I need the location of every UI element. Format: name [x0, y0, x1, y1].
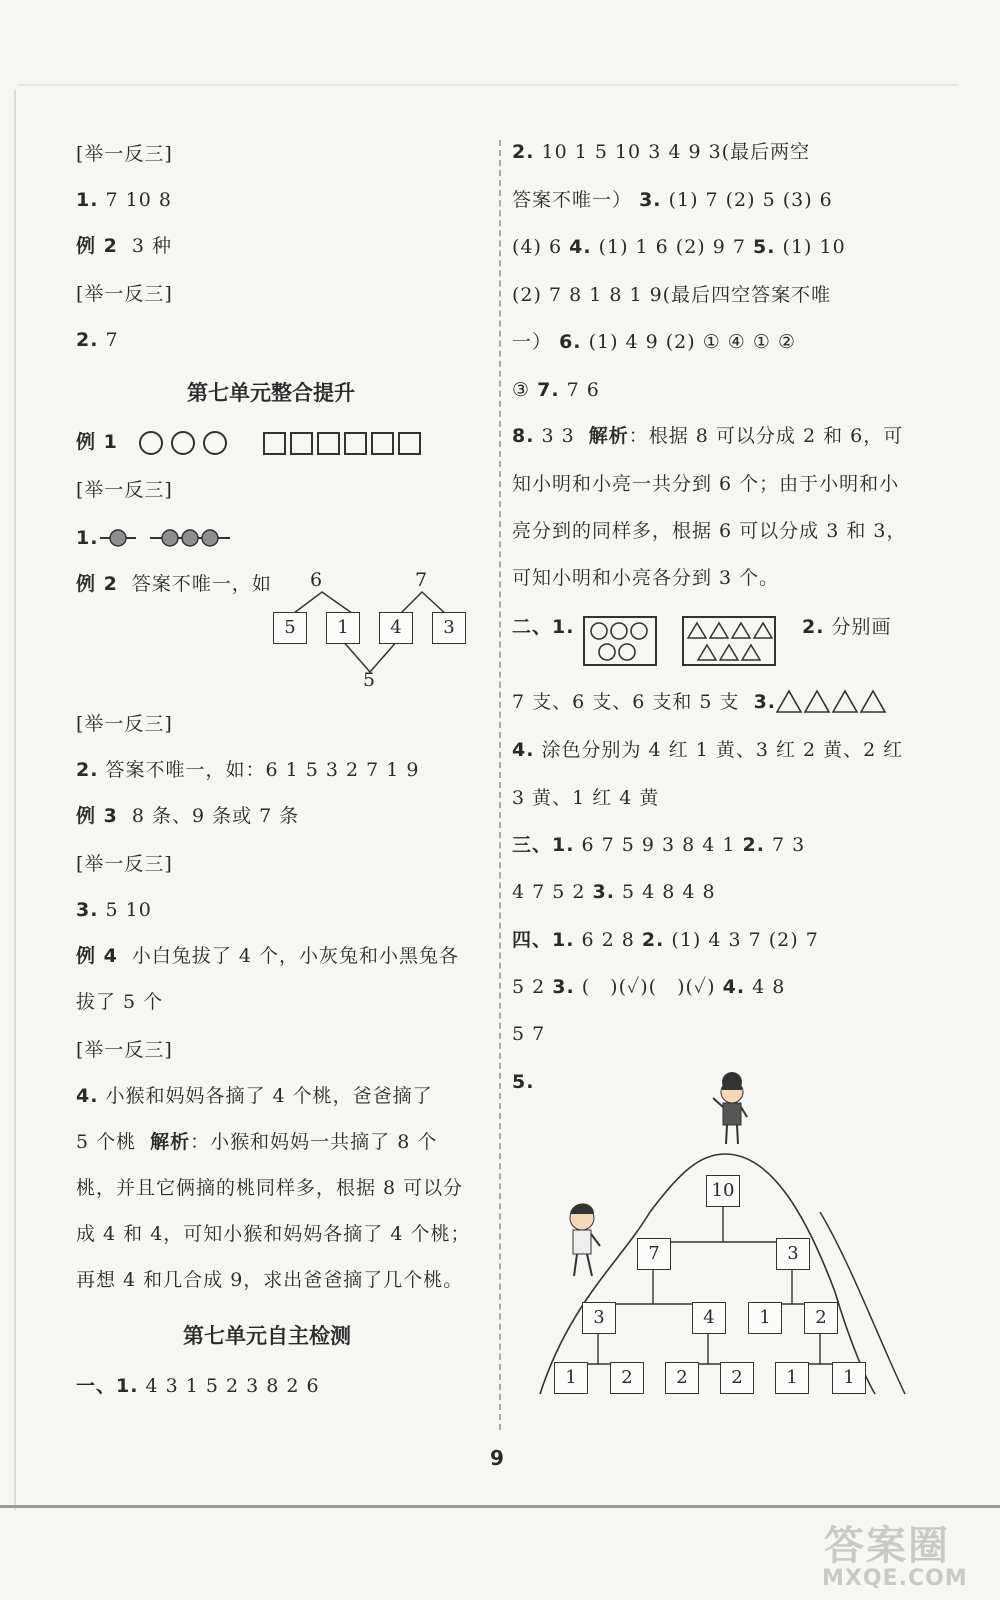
- answer-text: 5 7: [512, 1023, 546, 1045]
- answer-line: [512, 833, 805, 857]
- item-number: 1.: [76, 527, 99, 549]
- item-number: 3.: [592, 881, 615, 903]
- answer-text: 答案不唯一）: [512, 189, 633, 211]
- answer-text: 5 10: [105, 899, 152, 921]
- page-edge-left: [14, 90, 16, 1510]
- answer-text: (1) 10: [782, 236, 846, 258]
- item-number: 1.: [76, 189, 99, 211]
- answer-line: [76, 944, 459, 968]
- column-divider: [499, 140, 501, 1430]
- tree-box: 2: [665, 1362, 699, 1394]
- watermark-url: MXQE.COM: [822, 1566, 968, 1591]
- item-number: 2.: [76, 759, 99, 781]
- answer-text: (4) 6: [512, 236, 563, 258]
- page-edge-top: [18, 84, 958, 86]
- answer-text: 3 黄、1 红 4 黄: [512, 787, 660, 809]
- triangles-answer-drawing: [775, 688, 887, 716]
- triangles-drawing: [684, 618, 774, 664]
- answer-text: 小白兔拔了 4 个，小灰兔和小黑兔各: [131, 945, 460, 967]
- answer-text: 5 4 8 4 8: [622, 881, 716, 903]
- example-number: 例 1: [76, 431, 118, 453]
- section-label: [举一反三]: [76, 283, 173, 305]
- item-number: 2.: [742, 834, 765, 856]
- bead-string-drawing: [100, 524, 240, 552]
- item-number: 4.: [569, 236, 592, 258]
- answer-line: [512, 378, 600, 402]
- answer-text: 6 2 8: [581, 929, 635, 951]
- diagram-box: 5: [273, 612, 307, 644]
- site-watermark: [816, 1510, 996, 1598]
- answer-line: [512, 690, 776, 714]
- watermark-logo-text: 答案圈: [824, 1523, 950, 1569]
- answer-text: 5 个桃: [76, 1131, 137, 1153]
- answer-line: [76, 572, 272, 596]
- answer-text: 8 条、9 条或 7 条: [131, 805, 300, 827]
- boy-figure: [570, 1204, 600, 1277]
- example-number: 例 2: [76, 235, 118, 257]
- item-number: 8.: [512, 425, 535, 447]
- diagram-box: 1: [326, 612, 360, 644]
- diagram-box: 3: [432, 612, 466, 644]
- answer-text: 答案不唯一，如：6 1 5 3 2 7 1 9: [105, 759, 420, 781]
- analysis-text: 亮分到的同样多，根据 6 可以分成 3 和 3，: [512, 520, 907, 542]
- answer-text: (1) 7 (2) 5 (3) 6: [668, 189, 833, 211]
- item-number: 2.: [641, 929, 665, 951]
- analysis-text: 可知小明和小亮各分到 3 个。: [512, 567, 780, 589]
- answer-text: (1) 4 3 7 (2) 7: [671, 929, 819, 951]
- diagram-top-number: 7: [415, 569, 429, 591]
- item-number: 7.: [537, 379, 560, 401]
- answer-text: (1) 4 9 (2) ① ④ ① ②: [588, 331, 796, 353]
- square-shape: [371, 432, 394, 455]
- unit-heading: 第七单元整合提升: [187, 381, 355, 405]
- section-label: [举一反三]: [76, 713, 173, 735]
- answer-text: 拔了 5 个: [76, 991, 164, 1013]
- item-number: 一、1.: [76, 1375, 139, 1397]
- square-shape: [263, 432, 286, 455]
- analysis-text: ：根据 8 可以分成 2 和 6，可: [628, 425, 904, 447]
- square-shape: [290, 432, 313, 455]
- answer-line: [512, 235, 846, 259]
- answer-text: (2) 7 8 1 8 1 9(最后四空答案不唯: [512, 284, 832, 306]
- answer-line: [76, 758, 419, 782]
- unit-heading: 第七单元自主检测: [183, 1324, 351, 1348]
- square-shape: [398, 432, 421, 455]
- item-number: 2.: [512, 141, 535, 163]
- answer-text: 涂色分别为 4 红 1 黄、3 红 2 黄、2 红: [541, 739, 904, 761]
- page-edge-bottom: [0, 1505, 1000, 1508]
- tree-root-box: 10: [706, 1175, 740, 1207]
- answer-text: 分别画: [831, 616, 892, 638]
- tree-box: 7: [637, 1238, 671, 1270]
- page-number: 9: [490, 1446, 504, 1470]
- item-number: 3.: [753, 691, 777, 713]
- answer-line: [512, 188, 833, 212]
- example-number: 例 4: [76, 945, 118, 967]
- item-number: 二、1.: [512, 616, 575, 638]
- answer-line: [76, 804, 299, 828]
- tree-box: 1: [748, 1302, 782, 1334]
- tree-box: 2: [610, 1362, 644, 1394]
- section-label: [举一反三]: [76, 479, 173, 501]
- analysis-text: ：小猴和妈妈一共摘了 8 个: [190, 1131, 438, 1153]
- answer-text: 3 种: [131, 235, 172, 257]
- item-number: 3.: [552, 976, 575, 998]
- example-number: 例 2: [76, 573, 118, 595]
- item-number: 4.: [512, 739, 535, 761]
- answer-line: [76, 1130, 437, 1154]
- answer-text: 5 2: [512, 976, 546, 998]
- tree-box: 2: [804, 1302, 838, 1334]
- answer-line: [512, 880, 716, 904]
- item-number: 4.: [76, 1085, 99, 1107]
- answer-text: 7 6: [566, 379, 600, 401]
- section-label: [举一反三]: [76, 1039, 173, 1061]
- diagram-top-number: 6: [310, 569, 324, 591]
- analysis-label: 解析: [588, 425, 629, 447]
- item-number: 四、1.: [512, 929, 575, 951]
- square-shape: [344, 432, 367, 455]
- answer-line: [512, 615, 574, 639]
- answer-text: ( )(✓)( )(✓): [581, 976, 716, 998]
- analysis-label: 解析: [150, 1131, 191, 1153]
- answer-line: [512, 738, 903, 762]
- circles-drawing: [585, 618, 655, 664]
- answer-text: (1) 1 6 (2) 9 7: [598, 236, 746, 258]
- answer-line: [76, 898, 152, 922]
- square-shape: [317, 432, 340, 455]
- circle-shape: [203, 431, 227, 455]
- answer-text: 答案不唯一，如: [131, 573, 272, 595]
- answer-line: [512, 928, 819, 952]
- answer-text: 6 7 5 9 3 8 4 1: [581, 834, 736, 856]
- answer-line: [76, 526, 98, 550]
- answer-line: [512, 140, 810, 164]
- circle-group-box: [583, 616, 657, 666]
- item-number: 6.: [559, 331, 582, 353]
- tree-box: 1: [554, 1362, 588, 1394]
- analysis-text: 成 4 和 4，可知小猴和妈妈各摘了 4 个桃；: [76, 1223, 471, 1245]
- tree-box: 2: [720, 1362, 754, 1394]
- analysis-text: 知小明和小亮一共分到 6 个；由于小明和小: [512, 473, 900, 495]
- answer-line: [802, 615, 892, 639]
- answer-line: [512, 424, 903, 448]
- tree-box: 3: [776, 1238, 810, 1270]
- diagram-box: 4: [379, 612, 413, 644]
- answer-text: ③: [512, 379, 531, 401]
- answer-line: [76, 1374, 320, 1398]
- section-label: [举一反三]: [76, 853, 173, 875]
- answer-text: 7 3: [772, 834, 806, 856]
- item-number: 3.: [76, 899, 99, 921]
- example-number: 例 3: [76, 805, 118, 827]
- item-number: 2.: [76, 329, 99, 351]
- answer-line: [76, 234, 172, 258]
- circle-shape: [171, 431, 195, 455]
- mountain-illustration: [530, 1062, 920, 1402]
- item-number: 3.: [639, 189, 662, 211]
- item-number: 4.: [722, 976, 746, 998]
- circle-shape: [139, 431, 163, 455]
- answer-text: 7: [105, 329, 119, 351]
- answer-line: [76, 430, 425, 455]
- answer-text: 4 7 5 2: [512, 881, 586, 903]
- tree-connectors: [570, 1206, 848, 1380]
- answer-line: [76, 188, 172, 212]
- answer-line: [76, 328, 119, 352]
- answer-text: 10 1 5 10 3 4 9 3(最后两空: [541, 141, 811, 163]
- answer-text: 3 3: [541, 425, 575, 447]
- answer-text: 一）: [512, 331, 553, 353]
- analysis-text: 再想 4 和几合成 9，求出爸爸摘了几个桃。: [76, 1269, 464, 1291]
- answer-text: 7 10 8: [105, 189, 172, 211]
- tree-box: 1: [832, 1362, 866, 1394]
- tree-box: 3: [582, 1302, 616, 1334]
- diagram-bottom-number: 5: [363, 669, 377, 691]
- answer-text: 4 8: [752, 976, 786, 998]
- girl-figure: [713, 1072, 747, 1144]
- tree-box: 1: [775, 1362, 809, 1394]
- answer-line: [512, 330, 796, 354]
- answer-text: 小猴和妈妈各摘了 4 个桃，爸爸摘了: [105, 1085, 433, 1107]
- item-number: 三、1.: [512, 834, 575, 856]
- answer-text: 4 3 1 5 2 3 8 2 6: [145, 1375, 320, 1397]
- answer-line: [76, 1084, 433, 1108]
- analysis-text: 桃，并且它俩摘的桃同样多，根据 8 可以分: [76, 1177, 464, 1199]
- answer-line: [512, 975, 785, 999]
- answer-text: 7 支、6 支、6 支和 5 支: [512, 691, 740, 713]
- triangle-group-box: [682, 616, 776, 666]
- section-label: [举一反三]: [76, 143, 173, 165]
- tree-box: 4: [692, 1302, 726, 1334]
- item-number: 5.: [753, 236, 776, 258]
- item-number: 2.: [802, 616, 825, 638]
- item-number: 5.: [512, 1071, 535, 1093]
